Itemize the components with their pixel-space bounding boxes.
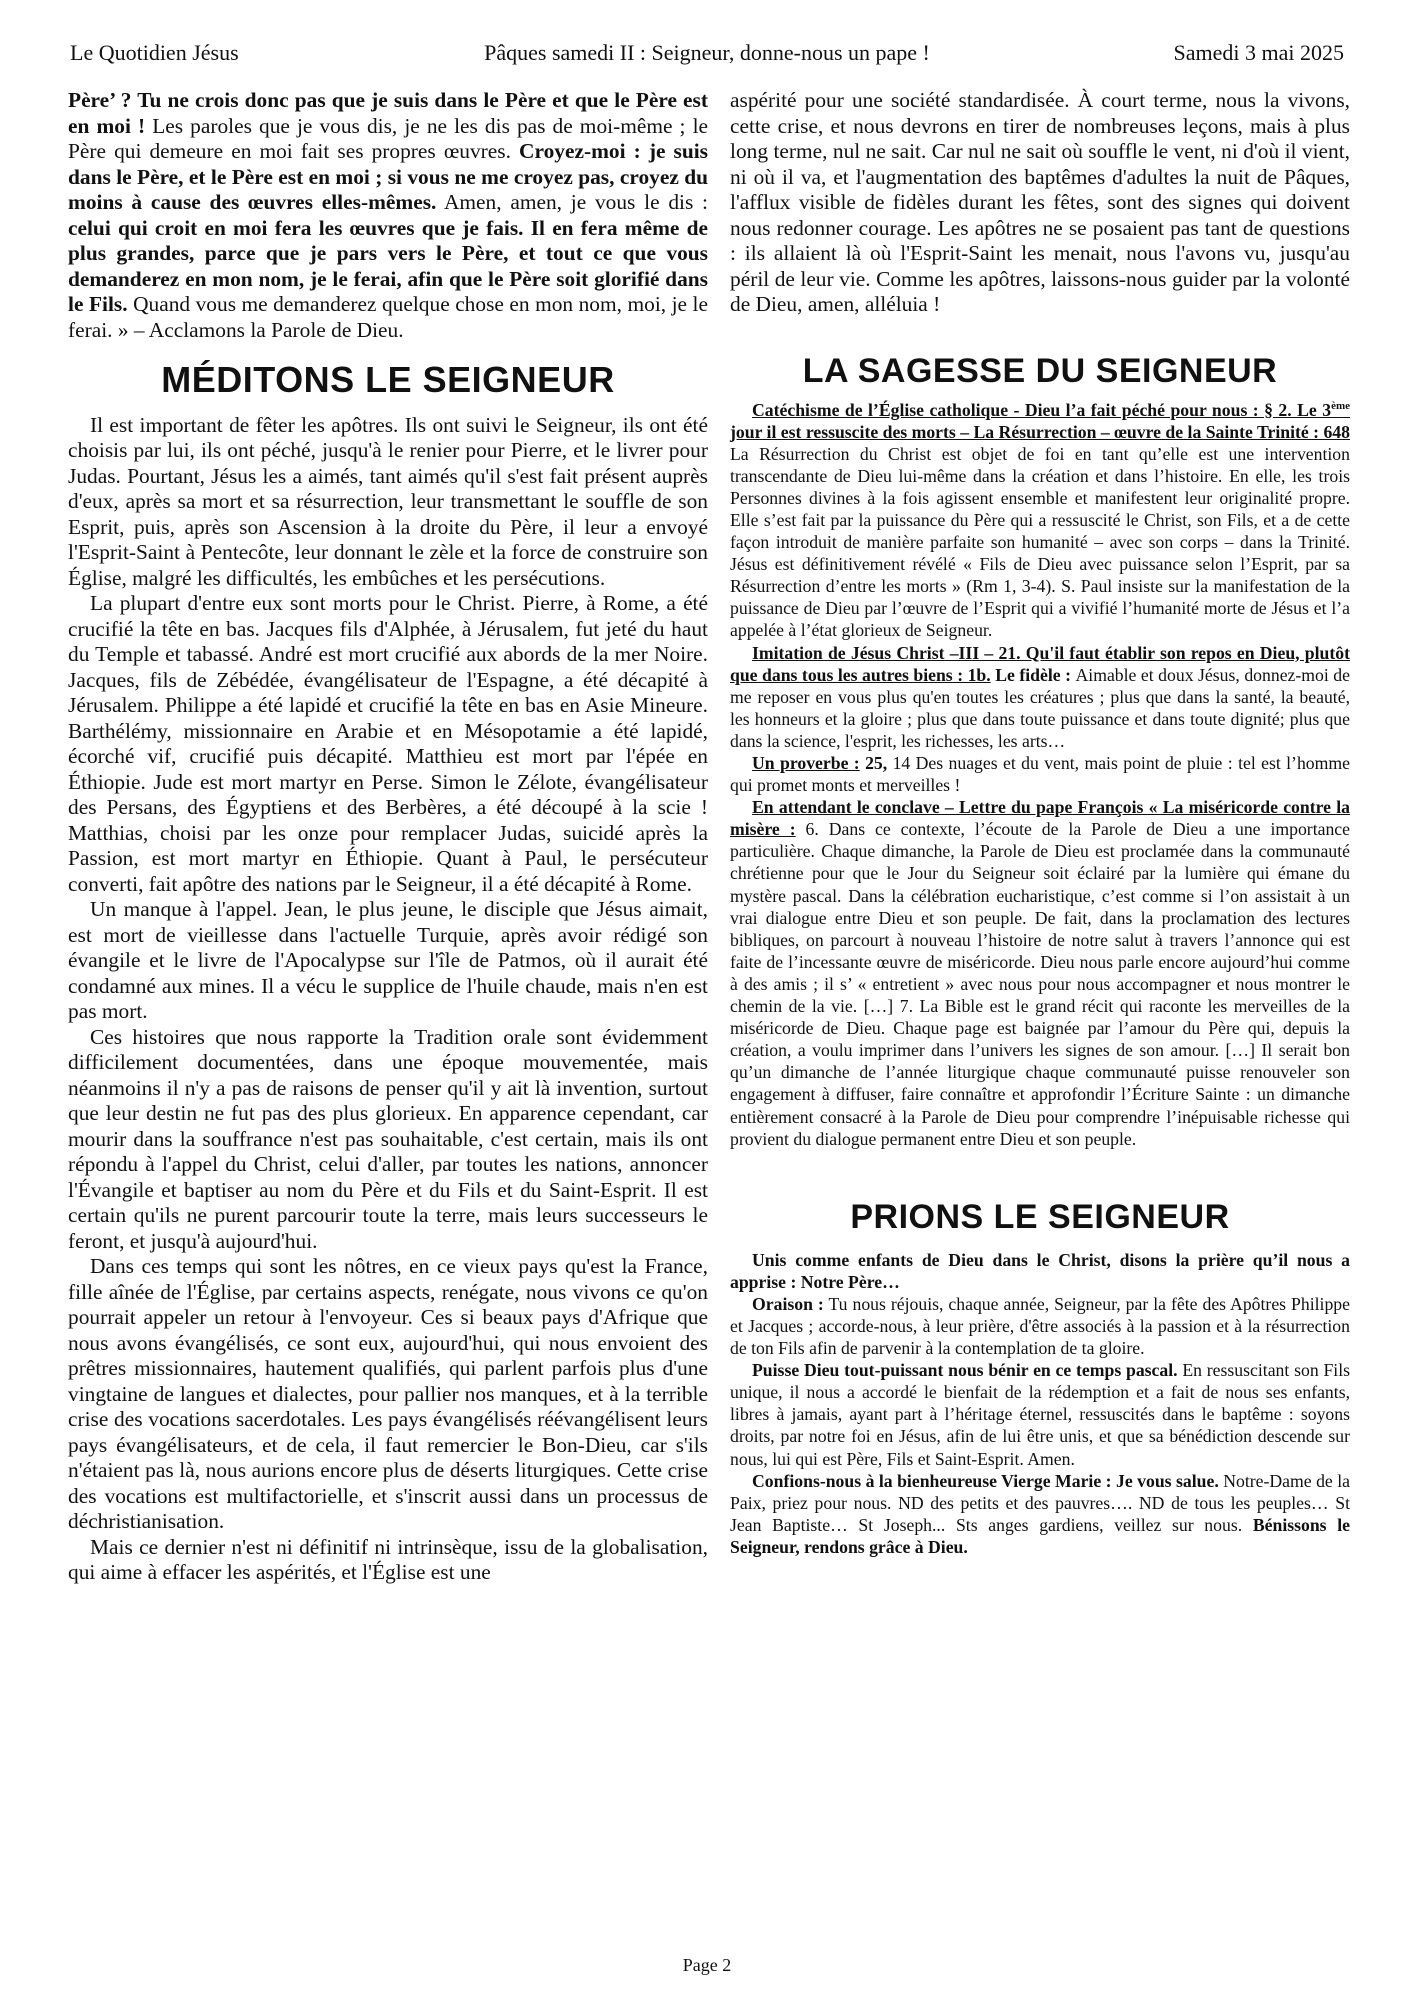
meditons-paragraph-6: Mais ce dernier n'est ni définitif ni intrinsèque, issu de la globalisation, qui aime à effacer les aspérités, et l'Église est une	[68, 1534, 708, 1584]
proverb-heading: Un proverbe :	[752, 753, 860, 773]
oraison-heading: Oraison :	[752, 1293, 824, 1314]
marie-text: Notre-Dame de la Paix, priez pour nous. ND des petits et des pauvres…. ND de tous les peuples… St Jean Baptiste… St Joseph... Sts anges gardiens, veillez sur nous.	[730, 1470, 1350, 1535]
meditons-paragraph-4: Ces histoires que nous rapporte la Tradition orale sont évidemment difficilement documentées, dans une époque mouvementée, mais néanmoins il n'y a pas de raisons de penser qu'il y ait là invention, surtout que leur destin ne fut pas des plus glorieux. En apparence cependant, car mourir dans la souffrance n'est pas souhaitable, c'est certain, mais ils ont répondu à l'appel du Christ, celui d'aller, par toutes les nations, annoncer l'Évangile et baptiser au nom du Père et du Fils et du Saint-Esprit. Il est certain qu'ils ne purent parcourir toute la terre, mais leurs successeurs le feront, et jusqu'à aujourd'hui.	[68, 1024, 708, 1253]
header-date: Samedi 3 mai 2025	[1173, 40, 1344, 65]
gospel-bold-1: Père’ ? Tu ne crois donc pas que je suis dans le Père et que le Père est en moi !	[68, 88, 708, 138]
section-title-prions: PRIONS LE SEIGNEUR	[850, 1197, 1230, 1236]
header-publication: Le Quotidien Jésus	[70, 40, 239, 65]
conclave-heading: En attendant le conclave – Lettre du pape François « La miséricorde contre la misère :	[730, 797, 1350, 840]
meditons-paragraph-6-continued: aspérité pour une société standardisée. À court terme, nous la vivons, cette crise, et nous devrons en tirer de nombreuses leçons, mais à plus long terme, nul ne sait. Car nul ne sait où souffle le vent, ni d'où il vient, ni où il va, et l'augmentation des baptêmes d'adultes la nuit de Pâques, l'afflux visible de fidèles durant les fêtes, sont des signes qui doivent nous redonner courage. Les apôtres ne se posaient pas tant de questions : ils allaient là où l'Esprit-Saint les menait, nous l'avons vu, jusqu'au péril de leur vie. Comme les apôtres, laissons-nous guider par la volonté de Dieu, amen, alléluia !	[730, 88, 1350, 316]
oraison-paragraph	[730, 1293, 1350, 1359]
benediction-paragraph	[730, 1359, 1350, 1469]
conclave-paragraph	[730, 796, 1350, 1150]
proverb-reference: 25,	[859, 753, 888, 773]
proverb-text: 14 Des nuages et du vent, mais point de pluie : tel est l’homme qui promet monts et merveilles !	[730, 753, 1350, 796]
benediction-heading: Puisse Dieu tout-puissant nous bénir en ce temps pascal.	[752, 1360, 1178, 1381]
catechism-heading-a: Catéchisme de l’Église catholique - Dieu l’a fait péché pour nous : § 2. Le 3	[752, 399, 1332, 420]
gospel-text-3: Quand vous me demanderez quelque chose en mon nom, moi, je le ferai. » – Acclamons la Parole de Dieu.	[68, 292, 708, 342]
left-column	[68, 88, 708, 1586]
imitation-paragraph	[730, 642, 1350, 752]
meditons-paragraph-5: Dans ces temps qui sont les nôtres, en ce vieux pays qu'est la France, fille aînée de l'Église, par certains aspects, renégate, nous vivons ce qu'on pourrait appeler un retour à l'envoyeur. Ces si beaux pays d'Afrique que nous avons évangélisés, ce sont eux, aujourd'hui, qui nous envoient des prêtres missionnaires, hautement qualifiés, qui parlent parfois plus d'une vingtaine de langues et dialectes, pour pallier nos manques, et à la terrible crise des vocations sacerdotales. Les pays évangélisés réévangélisent leurs pays évangélisateurs, et de cela, il faut remercier le Bon-Dieu, car s'ils n'étaient pas là, nous aurions encore plus de déserts liturgiques. Cette crise des vocations est multifactorielle, et s'inscrit aussi dans un processus de déchristianisation.	[68, 1254, 708, 1533]
benediction-text: En ressuscitant son Fils unique, il nous a accordé le bienfait de la rédemption et a fait de nous ses enfants, libres à jamais, ayant part à l’héritage éternel, ressuscités dans le baptême : soyons droits, par notre foi en Jésus, afin de lui être unis, et que sa bénédiction descende sur nous, lui qui est Père, Fils et Saint-Esprit. Amen.	[730, 1360, 1350, 1469]
prions-intro-text: Unis comme enfants de Dieu dans le Christ, disons la prière qu’il nous a apprise : Notre Père…	[730, 1249, 1350, 1292]
meditons-paragraph-1: Il est important de fêter les apôtres. Ils ont suivi le Seigneur, ils ont été choisis par lui, ils ont péché, jusqu'à le renier pour Pierre, et le livrer pour Judas. Pourtant, Jésus les a aimés, tant aimés qu'il s'est fait présent auprès d'eux, après sa mort et sa résurrection, leur transmettant le souffle de son Esprit, puis, après son Ascension à la droite du Père, il leur a envoyé l'Esprit-Saint à Pentecôte, leur donnant le zèle et la force de construire son Église, malgré les difficultés, les embûches et les persécutions.	[68, 412, 708, 590]
conclave-text: 6. Dans ce contexte, l’écoute de la Parole de Dieu a une importance particulière. Chaque dimanche, la Parole de Dieu est proclamée dans la communauté chrétienne pour que le Jour du Seigneur soit éclairé par la lumière qui émane du mystère pascal. Dans la célébration eucharistique, c’est comme si l’on assistait à un vrai dialogue entre Dieu et son peuple. De fait, dans la proclamation des lectures bibliques, on parcourt à nouveau l’histoire de notre salut à travers l’annonce qui est faite de l’incessante œuvre de miséricorde. Dieu nous parle encore aujourd’hui comme à des amis ; il s’ « entretient » avec nous pour nous accompagner et nous montrer le chemin de la vie. […] 7. La Bible est le grand récit qui raconte les merveilles de la miséricorde de Dieu. Chaque page est baignée par l’amour du Père qui, depuis la création, a voulu imprimer dans l’univers les signes de son amour. […] Il serait bon qu’un dimanche de l’année liturgique chaque communauté puisse renouveler son engagement à diffuser, faire connaître et approfondir l’Écriture Sainte : un dimanche entièrement consacré à la Parole de Dieu pour comprendre l’inépuisable richesse qui provient du dialogue permanent entre Dieu et son peuple.	[730, 819, 1351, 1149]
meditons-paragraph-2: La plupart d'entre eux sont morts pour le Christ. Pierre, à Rome, a été crucifié la tête en bas. Jacques fils d'Alphée, à Jérusalem, fut jeté du haut du Temple et tabassé. André est mort crucifié aux abords de la mer Noire. Jacques, fils de Zébédée, évangélisateur de l'Espagne, a été décapité à Jérusalem. Philippe a été lapidé et crucifié la tête en bas en Asie Mineure. Barthélémy, missionnaire en Arabie et en Mésopotamie a été lapidé, écorché vif, crucifié puis décapité. Matthieu est mort par l'épée en Éthiopie. Jude est mort martyr en Perse. Simon le Zélote, évangélisateur des Persans, des Égyptiens et des Berbères, a été découpé à la scie ! Matthias, choisi par les onze pour remplacer Judas, suicidé après la Passion, est mort martyr en Éthiopie. Quant à Paul, le persécuteur converti, fait apôtre des nations par le Seigneur, il a été décapité à Rome.	[68, 591, 708, 896]
imitation-heading: Imitation de Jésus Christ –III – 21. Qu'il faut établir son repos en Dieu, plutôt que dans tous les autres biens : 1b.	[730, 642, 1350, 685]
marie-heading: Confions-nous à la bienheureuse Vierge Marie : Je vous salue.	[752, 1470, 1219, 1491]
oraison-text: Tu nous réjouis, chaque année, Seigneur, par la fête des Apôtres Philippe et Jacques ; accorde-nous, à leur prière, d'être associés à la passion et à la résurrection de ton Fils afin de parvenir à la contemplation de ta gloire.	[730, 1293, 1350, 1359]
page-header	[70, 40, 1344, 76]
catechism-heading	[730, 400, 1350, 442]
marie-closing: Bénissons le Seigneur, rendons grâce à Dieu.	[730, 1514, 1350, 1557]
gospel-text-1: Les paroles que je vous dis, je ne les dis pas de moi-même ; le Père qui demeure en moi fait ses propres œuvres.	[68, 113, 709, 163]
gospel-bold-2: Croyez-moi : je suis dans le Père, et le Père est en moi ; si vous ne me croyez pas, croyez du moins à cause des œuvres elles-mêmes.	[68, 139, 708, 214]
section-title-meditons: MÉDITONS LE SEIGNEUR	[161, 359, 615, 400]
prions-intro	[730, 1249, 1350, 1293]
meditons-paragraph-3: Un manque à l'appel. Jean, le plus jeune, le disciple que Jésus aimait, est mort de vieillesse dans l'actuelle Turquie, après avoir rédigé son évangile et le livre de l'Apocalypse sur l'île de Patmos, où il aurait été condamné aux mines. Il a vécu le supplice de l'huile chaude, mais n'en est pas mort.	[68, 897, 708, 1023]
catechism-text: La Résurrection du Christ est objet de foi en tant qu’elle est une intervention transcendante de Dieu lui-même dans la création et dans l’histoire. En elle, les trois Personnes divines à la fois agissent ensemble et manifestent leur originalité propre. Elle s’est fait par la puissance du Père qui a ressuscité le Christ, son Fils, et a de cette façon introduit de manière parfaite son humanité – avec son corps – dans la Trinité. Jésus est définitivement révélé « Fils de Dieu avec puissance selon l’Esprit, par sa Résurrection d’entre les morts » (Rm 1, 3-4). S. Paul insiste sur la manifestation de la puissance de Dieu par l’œuvre de l’Esprit qui a vivifié l’humanité morte de Jésus et l’a appelée à l’état glorieux de Seigneur.	[730, 443, 1350, 641]
header-title: Pâques samedi II : Seigneur, donne-nous un pape !	[484, 40, 930, 65]
right-column	[730, 88, 1350, 1558]
section-title-sagesse: LA SAGESSE DU SEIGNEUR	[802, 351, 1278, 390]
gospel-bold-3: celui qui croit en moi fera les œuvres que je fais. Il en fera même de plus grandes, parce que je pars vers le Père, et tout ce que vous demanderez en mon nom, je le ferai, afin que le Père soit glorifié dans le Fils.	[68, 215, 708, 316]
page-number: Page 2	[682, 1955, 732, 1975]
imitation-text: Aimable et doux Jésus, donnez-moi de me reposer en vous plus qu'en toutes les créatures ; plus que dans la santé, la beauté, les honneurs et la gloire ; plus que dans toute puissance et dans toute dignité; plus que dans la science, l'esprit, les richesses, les arts…	[730, 664, 1350, 751]
marie-paragraph	[730, 1470, 1350, 1558]
gospel-text-2: Amen, amen, je vous le dis :	[436, 190, 708, 214]
catechism-heading-sup: ème	[1331, 399, 1350, 412]
catechism-heading-b: jour il est ressuscite des morts – La Résurrection – œuvre de la Sainte Trinité : 648	[730, 421, 1350, 442]
gospel-excerpt	[68, 88, 708, 343]
imitation-speaker: Le fidèle :	[990, 664, 1076, 685]
proverb-paragraph	[730, 752, 1350, 796]
catechism-paragraph	[730, 399, 1350, 642]
